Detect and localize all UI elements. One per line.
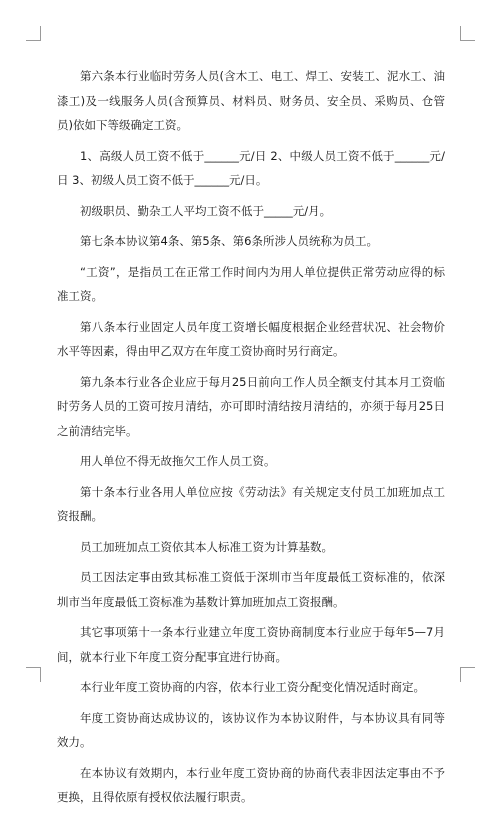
paragraph: “工资”，是指员工在正常工作时间内为用人单位提供正常劳动应得的标准工资。 <box>57 264 445 303</box>
paragraph: 员工加班加点工资依其本人标准工资为计算基数。 <box>80 539 333 554</box>
crop-mark-bottom-left <box>26 667 41 682</box>
paragraph: 员工因法定事由致其标准工资低于深圳市当年度最低工资标准的，依深圳市当年度最低工资标准为基数计算加班加点工资报酬。 <box>57 570 445 609</box>
paragraph: 本行业年度工资协商的内容，依本行业工资分配变化情况适时商定。 <box>80 680 425 694</box>
crop-mark-top-left <box>26 26 41 41</box>
paragraph: 在本协议有效期内，本行业年度工资协商的协商代表非因法定事由不予更换，且得依原有授权依法履行职责。 <box>57 765 445 804</box>
paragraph: 第十条本行业各用人单位应按《劳动法》有关规定支付员工加班加点工资报酬。 <box>57 484 445 523</box>
paragraph: 第八条本行业固定人员年度工资增长幅度根据企业经营状况、社会物价水平等因素，得由甲乙双方在年度工资协商时另行商定。 <box>57 319 445 358</box>
paragraph: 第七条本协议第4条、第5条、第6条所涉人员统称为员工。 <box>80 234 378 248</box>
paragraph: 用人单位不得无故拖欠工作人员工资。 <box>80 454 276 468</box>
paragraph: 初级职员、勤杂工人平均工资不低于_____元/月。 <box>80 203 332 218</box>
document-body <box>57 64 445 816</box>
crop-mark-top-right <box>460 26 475 41</box>
paragraph: 第六条本行业临时劳务人员(含木工、电工、焊工、安装工、泥水工、油漆工)及一线服务人员(含预算员、材料员、财务员、安全员、采购员、仓管员)依如下等级确定工资。 <box>57 69 445 132</box>
paragraph: 其它事项第十一条本行业建立年度工资协商制度本行业应于每年5—7月间，就本行业下年度工资分配事宜进行协商。 <box>57 625 445 664</box>
paragraph: 第九条本行业各企业应于每月25日前向工作人员全额支付其本月工资临时劳务人员的工资可按月清结，亦可即时清结按月清结的，亦须于每月25日之前清结完毕。 <box>57 374 445 438</box>
paragraph: 年度工资协商达成协议的，该协议作为本协议附件，与本协议具有同等效力。 <box>57 710 445 749</box>
paragraph: 1、高级人员工资不低于______元/日 2、中级人员工资不低于______元/日 3、初级人员工资不低于______元/日。 <box>57 148 445 187</box>
crop-mark-bottom-right <box>460 667 475 682</box>
